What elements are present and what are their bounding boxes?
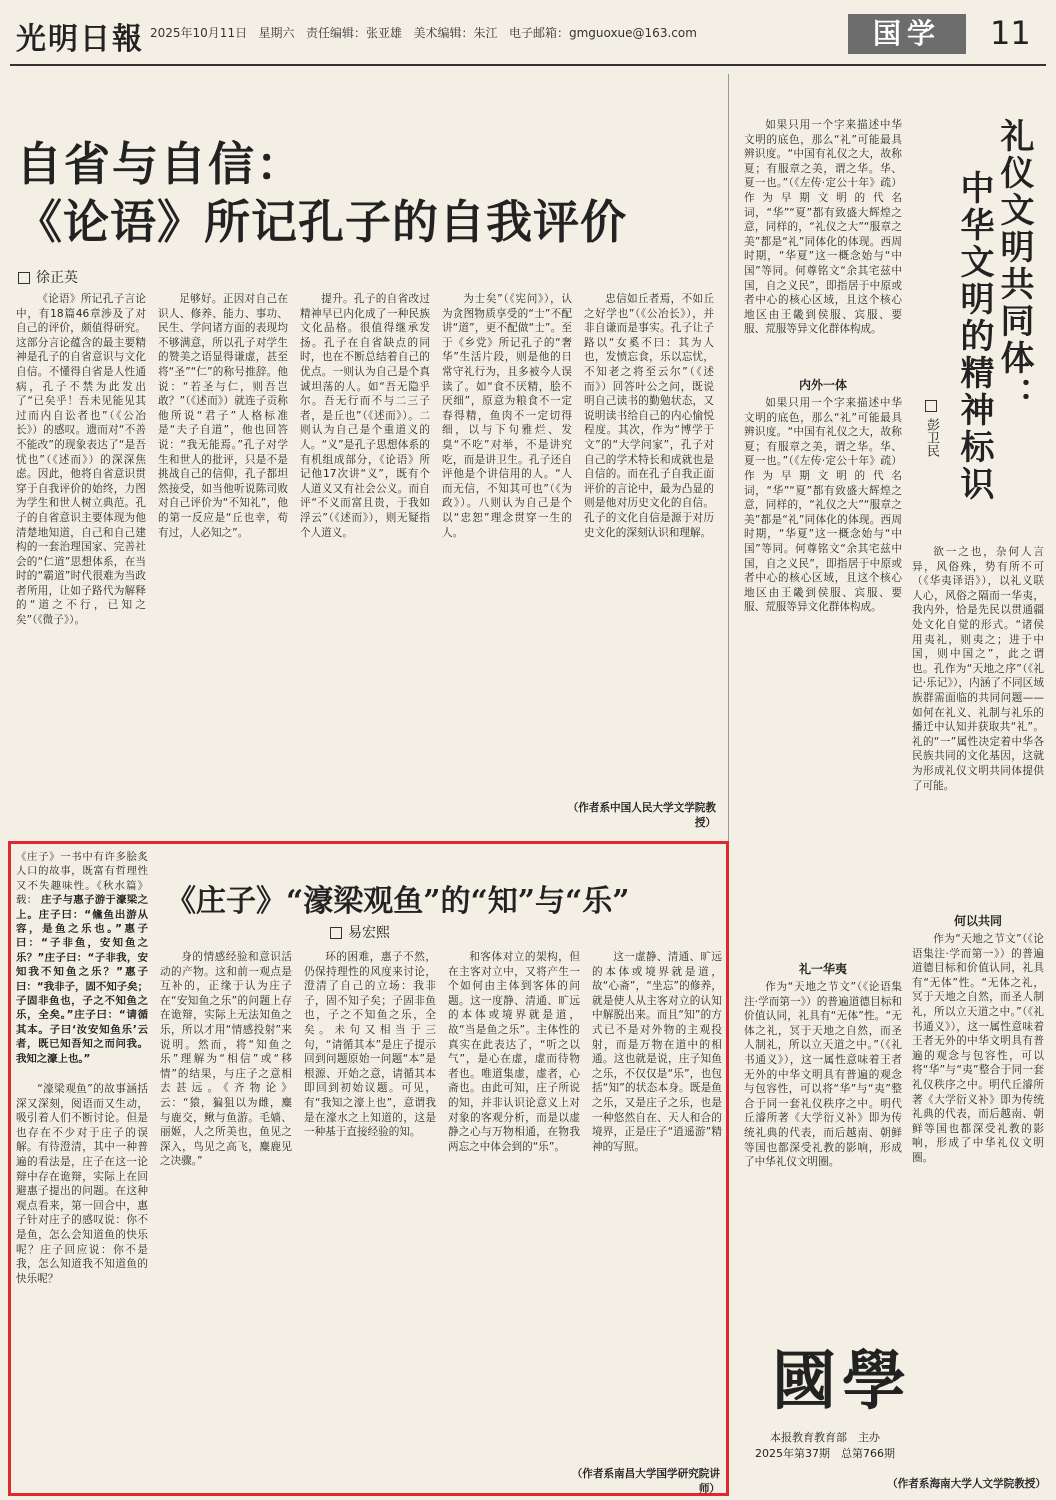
article1-title-line2: 《论语》所记孔子的自我评价 bbox=[16, 195, 627, 249]
contact-email: 电子邮箱：gmguoxue@163.com bbox=[508, 26, 697, 40]
article3-column-3: 环的困难，惠子不然，仍保持理性的风度来讨论，澄清了自己的立场：我非子，固不知子矣；子固非鱼也，子之不知鱼之乐，全矣。未句又相当于三句，“请循其本”是庄子提示回到问题原始一问题“本”是根源、开始之意，请循其本即回到初始议题。可见，有“我知之濠上也”，意谓我是在濠水之上知道的，这是一种基于直接经验的知。 bbox=[304, 951, 436, 1139]
article1-author: 徐正英 bbox=[36, 270, 78, 286]
article2-column-3: 欲一之也，杂何人言异，风俗殊，势有所不可（《华夷译语》），以礼义联人心，风俗之隔而一华夷，我内外，恰是先民以贯通疆处文化自觉的形式。“诸侯用夷礼，则夷之；进于中国，则中国之”，此之谓也。孔作为“天地之序”（《礼记·乐记》），内涵了不同区域族群需面临的共同问题——如何在礼义、礼制与礼乐的播迁中认知并获取共“礼”。礼的“一”属性决定着中华各民族共同的文化基因，这就为形成礼仪文明共同体提供了可能。 bbox=[912, 546, 1044, 792]
byline-square-icon bbox=[925, 400, 937, 412]
article2-byline bbox=[922, 400, 941, 520]
article2-column-1: 如果只用一个字来描述中华文明的底色，那么“礼”可能最具辨识度。“中国有礼仪之大，故称夏；有服章之美，谓之华。华、夏一也。”（《左传·定公十年》疏）作为早期文明的代名词，“华”“夏”都有致盛大辉煌之意，同样的，“礼仪之大”“服章之美”都是“礼”同体化的体现。西周时期，“华夏”这一概念始与“中国”等同。何尊铭文“余其宅兹中国，自之义民”，即指居于中原或者中心的核心区域，且这个核心地区由王畿到侯服、宾服、要服、荒服等异文化群体构成。 bbox=[744, 119, 902, 336]
quote-text: 庄子与惠子游于濠梁之上。庄子曰：“儵鱼出游从容，是鱼之乐也。”惠子曰：“子非鱼，安知鱼之乐？”庄子曰：“子非我，安知我不知鱼之乐？”惠子曰：“我非子，固不知子矣；子固非鱼也，子之不知鱼之乐，全矣。”庄子曰：“请循其本。子曰‘汝安知鱼乐’云者，既已知吾知之而问我。我知之濠上也。” bbox=[16, 894, 148, 1065]
page-number: 11 bbox=[990, 14, 1031, 52]
article2-subhead-1: 内外一体 bbox=[798, 378, 847, 392]
article2-credit: （作者系海南大学人文学院教授） bbox=[887, 1478, 1046, 1490]
issue-number-line: 2025年第37期 总第766期 bbox=[755, 1447, 895, 1460]
quote-intro: 《庄子》一书中有许多脍炙人口的故事，既富有哲理性又不失趣味性。《秋水篇》载： bbox=[16, 851, 148, 907]
issue-date: 2025年10月11日 bbox=[150, 26, 248, 40]
page-footer-info bbox=[750, 1430, 900, 1462]
article1-credit: （作者系中国人民大学文学院教授） bbox=[567, 802, 716, 829]
article3-column-5: 这一虚静、清通、旷远的本体或境界就是道，故“心斋”，“坐忘”的修养，就是使人从主客对立的认知中解脱出来。而且“知”的方式已不是对外物的主观投射，而是万物在道中的相通。这也就是说，庄子知鱼之乐，不仅仅是“乐”，也包括“知”的状态本身。既是鱼之乐，又是庄子之乐，也是一种悠然自在、天人和合的境界，正是庄子“逍遥游”精神的写照。 bbox=[592, 951, 722, 1153]
header-rule bbox=[10, 64, 1046, 66]
article3-byline bbox=[330, 922, 390, 942]
article3-column-4: 和客体对立的架构，但在主客对立中，又将产生一个如何由主体到客体的问题。这一度静、清通、旷远的本体或境界就是道，故“当是鱼之乐”。主体性的真实在此表达了，“听之以气”，是心在虚，虚而待物者也。唯道集虚，虚者，心斋也。由此可知，庄子所说的知，并非认识论意义上对对象的客观分析，而是以虚静之心与万物相通，在物我两忘之中体会到的“乐”。 bbox=[448, 951, 580, 1153]
byline-square-icon bbox=[330, 927, 342, 939]
article2-subhead-2: 礼一华夷 bbox=[798, 962, 847, 976]
article2-subhead-3: 何以共同 bbox=[953, 914, 1002, 928]
art-editor: 美术编辑：朱江 bbox=[413, 26, 498, 40]
article1-column-1: 《论语》所记孔子言论中，有18篇46章涉及了对自己的评价，颇值得研究。这部分言论蕴含的最主要精神是孔子的自省意识与文化自信。不懂得自省是人性通病，孔子不禁为此发出了“已矣乎！吾未见能见其过而内自讼者也”（《公冶长》）的感叹。遗而对“不善不能改”的现象表达了“是吾忧也”（《述而》）的深深焦虑。因此，他将自省意识贯穿于自我评价的始终，力图为学生和世人树立典范。孔子的自省意识主要体现为他清楚地知道，自己和自己建构的一套治理国家、完善社会的“仁道”思想体系，在当时的“霸道”时代很难为当政者所用，让如子路代为解释的“道之不行，已知之矣”（《微子》）。 bbox=[16, 293, 146, 627]
issue-meta bbox=[150, 24, 697, 41]
article3-title: 《庄子》“濠梁观鱼”的“知”与“乐” bbox=[166, 884, 630, 919]
issue-weekday: 星期六 bbox=[258, 26, 295, 40]
article1-column-2: 足够好。正因对自己在识人、修养、能力、事功、民生、学问诸方面的表现均不够满意，所以孔子对学生的赞美之语显得谦虚，甚至将“圣”“仁”的称号推辞。他说：“若圣与仁，则吾岂敢？”（《述而》）就连子贡称他所说“君子”人格标准是“夫子自道”，他也回答说：“我无能焉。”孔子对学生和世人的批评，只是不是挑战自己的信仰，孔子都坦然接受，如当他听说陈司败对自己评价为“不知礼”，他的第一反应是“丘也幸，苟有过，人必知之”。 bbox=[158, 293, 288, 539]
article2-title-line1: 礼仪文明共同体： bbox=[994, 118, 1034, 414]
article1-column-3: 提升。孔子的自省改过精神早已内化成了一种民族文化品格。很值得继承发扬。孔子在自省缺点的同时，也在不断总结着自己的优点。一则认为自己是个真诚坦荡的人。如“吾无隐乎尔。吾无行而不与二三子者，是丘也”（《述而》）。二则认为自己是个重道义的人。“义”是孔子思想体系的有机组成部分，《论语》所记他17次讲“义”，既有个人道义又有社会公义。而自评“不义而富且贵，于我如浮云”（《述而》），则无疑指个人道义。 bbox=[300, 293, 430, 539]
article3-column-2: 身的情感经验和意识活动的产物。这和前一观点是互补的，正缘于认为庄子在“安知鱼之乐”的问题上存在诡辩，实际上无法知鱼之乐，所以才用“情感投射”来说明。然而，将“知鱼之乐”理解为“相信”或“移情”的结果，与庄子之意相去甚远。《齐物论》云：“猿，猵狙以为雌，麋与鹿交，鳅与鱼游。毛嫱、丽姬，人之所美也，鱼见之深入，鸟见之高飞，麋鹿见之决骤。” bbox=[160, 951, 292, 1168]
article2-column-1b: 如果只用一个字来描述中华文明的底色，那么“礼”可能最具辨识度。“中国有礼仪之大，故称夏；有服章之美，谓之华。华、夏一也。”（《左传·定公十年》疏）作为早期文明的代名词，“华”“夏”都有致盛大辉煌之意，同样的，“礼仪之大”“服章之美”都是“礼”同体化的体现。西周时期，“华夏”这一概念始与“中国”等同。何尊铭文“余其宅兹中国，自之义民”，即指居于中原或者中心的核心区域，且这个核心地区由王畿到侯服、宾服、要服、荒服等异文化群体构成。 bbox=[744, 397, 902, 614]
article1-byline bbox=[18, 267, 78, 287]
article3-quote-block bbox=[16, 850, 148, 1075]
newspaper-masthead: 光明日報 bbox=[16, 22, 144, 57]
article2-title-line2: 中华文明的精神标识 bbox=[954, 170, 994, 503]
article3-column-1: “濠梁观鱼”的故事涵括深又深刻，阅语而又生动，吸引着人们不断讨论。但是也存在不少对于庄子的误解。有待澄清，其中一种普遍的看法是，庄子在这一论辩中存在诡辩，实际上在回避惠子提出的问题。在这种观点看来，第一回合中，惠子针对庄子的感叹说：你不是鱼，怎么会知道鱼的快乐呢？庄子回应说：你不是我，怎么知道我不知道鱼的快乐呢？ bbox=[16, 1083, 148, 1285]
article1-title-line1: 自省与自信： bbox=[16, 137, 304, 191]
article2-column-2: 作为“天地之节文”（《论语集注·学而第一》）的普遍道德目标和价值认同，礼具有“无体”性。“无体之礼，冥于天地之自然，而圣人制礼，所以立天道之中。”（《礼书通义》），这一属性意味着王者无外的中华文明具有普遍的观念与包容性，可以将“华”与“夷”整合于同一套礼仪秩序之中。明代丘濬所著《大学衍义补》即为传统礼典的代表，而后越南、朝鲜等国也都深受礼教的影响，形成了中华礼仪文明圈。 bbox=[744, 981, 902, 1169]
article1-column-4: 为士矣”（《宪问》），认为贪图物质享受的“士”不配讲“道”，更不配做“士”。至于《乡党》所记孔子的“奢华”生活片段，则是他的日常守礼行为，且多被今人误读了。如“食不厌精，脍不厌细”，原意为粮食不一定春得精，鱼肉不一定切得细，以与下句雅烂、发臭“不吃”对举，不是讲究吃，而是讲卫生。孔子还自评他是个讲信用的人。“人而无信，不知其可也”（《为政》）。八则认为自己是个以“忠恕”理念贯穿一生的人。 bbox=[442, 293, 572, 539]
article3-credit: （作者系南昌大学国学研究院讲师） bbox=[571, 1468, 720, 1495]
article1-column-5: 忠信如丘者焉，不如丘之好学也”（《公冶长》），并非自谦而是事实。孔子让子路以“女奚不曰：其为人也，发愤忘食，乐以忘忧，不知老之将至云尔”（《述而》）回答叶公之问，既说明自己读书的勤勉状态，又说明读书给自己的内心愉悦程度。其次，作为“博学于文”的“大学问家”，孔子对自己的学术特长和成就也是自信的。而在孔子自我正面评价的言论中，最为凸显的则是他对历史文化的自信。孔子的文化自信是源于对历史文化的深刻认识和理解。 bbox=[584, 293, 714, 539]
article3-author: 易宏熙 bbox=[348, 925, 390, 941]
section-tab: 国学 bbox=[848, 14, 966, 54]
responsible-editor: 责任编辑：张亚雄 bbox=[306, 26, 403, 40]
publisher-line: 本报教育教育部 主办 bbox=[770, 1431, 880, 1444]
article2-author: 彭卫民 bbox=[924, 418, 939, 457]
article2-column-4: 作为“天地之节文”（《论语集注·学而第一》）的普遍道德目标和价值认同，礼具有“无体”性。“无体之礼，冥于天地之自然，而圣人制礼，所以立天道之中。”（《礼书通义》），这一属性意味着王者无外的中华文明具有普遍的观念与包容性，可以将“华”与“夷”整合于同一套礼仪秩序之中。明代丘濬所著《大学衍义补》即为传统礼典的代表，而后越南、朝鲜等国也都深受礼教的影响，形成了中华礼仪文明圈。 bbox=[912, 933, 1044, 1164]
guoxue-seal: 國學 bbox=[772, 1344, 912, 1419]
byline-square-icon bbox=[18, 272, 30, 284]
